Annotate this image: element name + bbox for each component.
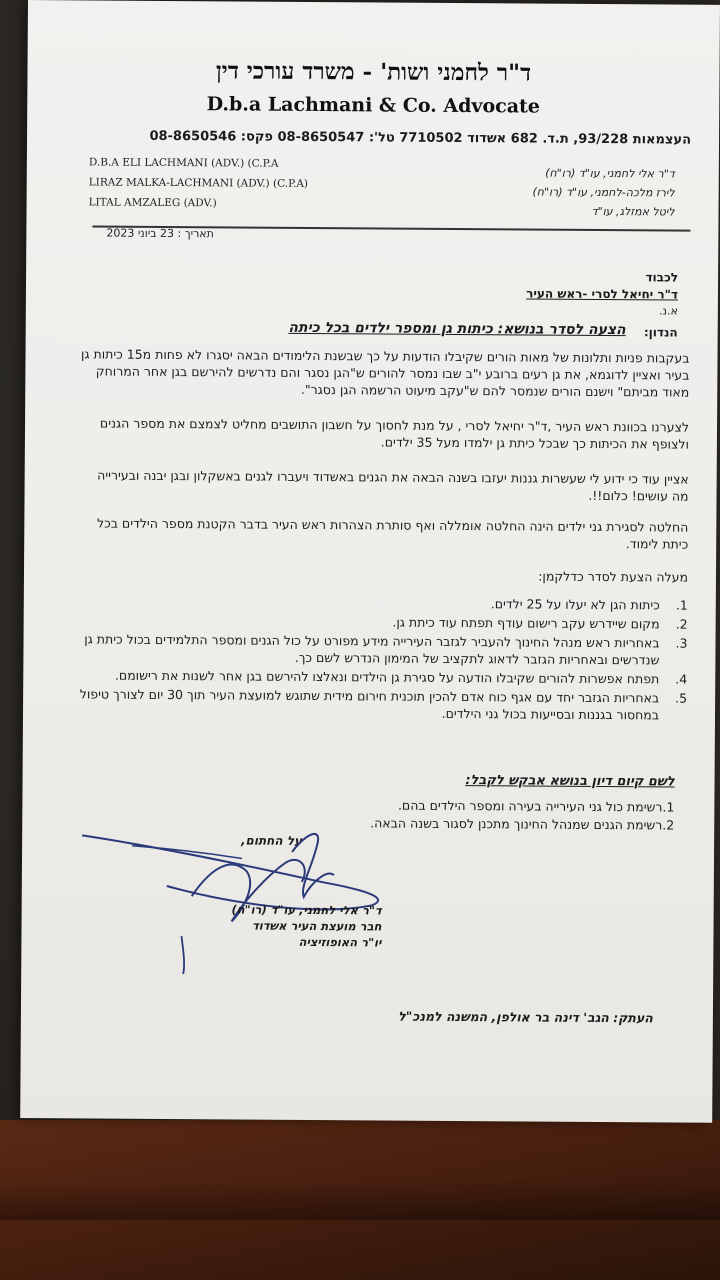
recipient-salutation: א.נ. — [659, 304, 678, 318]
list-item — [78, 611, 688, 632]
partner-heb: לירז מלכה-לחמני, עו"ד (רו"ח) — [532, 185, 675, 200]
list-item — [78, 592, 688, 613]
letterhead-address: העצמאות 93/228, ת.ד. 682 אשדוד 7710502 טל': 08-8650547 פקס: 08-8650546 — [149, 128, 692, 148]
partners-hebrew — [532, 164, 675, 222]
signer-role: יו"ר האופוזיציה — [298, 934, 382, 950]
signer-title: חבר מועצת העיר אשדוד — [252, 918, 382, 934]
signature-label: על החתום, — [240, 833, 303, 848]
list-number: 3. — [675, 635, 688, 651]
subject-line: הצעה לסדר בנושא: כיתות גן ומספר ילדים בכל כיתה — [288, 319, 626, 339]
list-text: תפתח אפשרות להורים שקיבלו הודעה על סגירת גן הילדים ונאלצו להירשם בגן אחר לשנות את רישומם. — [114, 667, 660, 687]
request-item: 1.רשימת כול גני העירייה בעירה ומספר הילדים בהם. — [397, 797, 675, 815]
paragraph: בעקבות פניות ותלונות של מאות הורים שקיבלו הודעות על כך שבשנת הלימודים הבאה יסגרו לא פחות מ15 כיתות גן בעיר ואציין לדוגמא, את גן רעים ברובע י"ב שבו נמסר להורים ש"הגן נסגר והם נדרשים להירשם בגן אחר המרוחק מאוד מביתם" וישנם הורים שנמסר להם ש"עקב מיעוט הרשמה הגן נסגר". — [80, 346, 690, 400]
partner-heb: ד"ר אלי לחמני, עו"ד (רו"ח) — [545, 166, 675, 181]
paragraph: לצערנו בכוונת ראש העיר ,ד"ר יחיאל לסרי , על מנת לחסוך על חשבון התושבים מחליט לצמצם את מספר הגנים ולצופף את הכיתות כך שבכל כיתת גן ילמדו מעל 35 ילדים. — [99, 415, 690, 452]
signature-block — [231, 901, 382, 950]
request-title: לשם קיום דיון בנושא אבקש לקבל: — [465, 773, 675, 790]
subject-label: הנדון: — [643, 325, 678, 340]
partner-en: LIRAZ MALKA-LACHMANI (ADV.) (C.P.A) — [88, 176, 309, 190]
letter-date: תאריך : 23 ביוני 2023 — [106, 226, 214, 241]
partners-english — [89, 152, 309, 214]
partner-en: LITAL AMZALEG (ADV.) — [88, 196, 217, 210]
letterhead-title-english: D.b.a Lachmani & Co. Advocate — [206, 93, 541, 118]
list-item — [77, 630, 687, 668]
recipient-name: ד"ר יחיאל לסרי -ראש העיר — [526, 286, 679, 302]
partner-en: D.B.A ELI LACHMANI (ADV.) (C.P.A — [88, 156, 279, 170]
letter-page — [20, 0, 720, 1123]
list-number: 1. — [675, 597, 688, 613]
copy-to: העתק: הגב' דינה בר אולפן, המשנה למנכ"ל — [398, 1008, 653, 1026]
proposal-list — [77, 592, 688, 725]
letterhead-title-hebrew: ד"ר לחמני ושות' - משרד עורכי דין — [215, 57, 532, 87]
recipient-label: לכבוד — [645, 270, 679, 285]
partner-heb: ליטל אמזלג, עו"ד — [591, 204, 675, 219]
list-item — [77, 666, 687, 687]
signer-name: ד"ר אלי לחמני, עו"ד (רו"ח) — [231, 902, 382, 918]
list-text: באחריות ראש מנהל החינוך להעביר לגזבר העירייה מידע מפורט על כול הגנים ומספר התלמידים בכול כיתת גן שנדרשים ובאחריות הגזבר לדאוג לתקציב של המימון הנדרש לשם כך. — [84, 631, 660, 668]
wooden-desk — [0, 1120, 720, 1280]
paragraph: מעלה הצעת לסדר כדלקמן: — [538, 568, 689, 585]
list-number: 2. — [675, 616, 688, 632]
list-number: 5. — [675, 690, 688, 706]
list-number: 4. — [675, 671, 688, 687]
list-text: כיתות הגן לא יעלו על 25 ילדים. — [490, 596, 660, 613]
paragraph: החלטה לסגירת גני ילדים הינה החלטה אומללה ואף סותרת הצהרות ראש העיר בדבר הקטנת מספר הילדים בכל כיתת לימוד. — [96, 515, 689, 552]
paragraph: אציין עוד כי ידוע לי שעשרות גננות יעזבו בשנה הבאה את הגנים באשדוד ויעברו לגנים באשקלון ובגן יבנה ובעירייה מה עושים! כלום!!. — [97, 467, 689, 504]
request-item: 2.רשימת הגנים שמנהל החינוך מתכנן לסגור בשנה הבאה. — [370, 815, 675, 833]
list-item — [77, 685, 687, 723]
list-text: מקום שיידרש עקב רישום עודף תפתח עוד כיתת גן. — [392, 614, 660, 632]
list-text: באחריות הגזבר יחד עם אגף כוח אדם להכין תוכנית חירום מידית שתוגש למועצת העיר תוך 30 יום לצורך טיפול במחסור בגננות ובסייעות בכול גני הילדים. — [79, 686, 660, 723]
